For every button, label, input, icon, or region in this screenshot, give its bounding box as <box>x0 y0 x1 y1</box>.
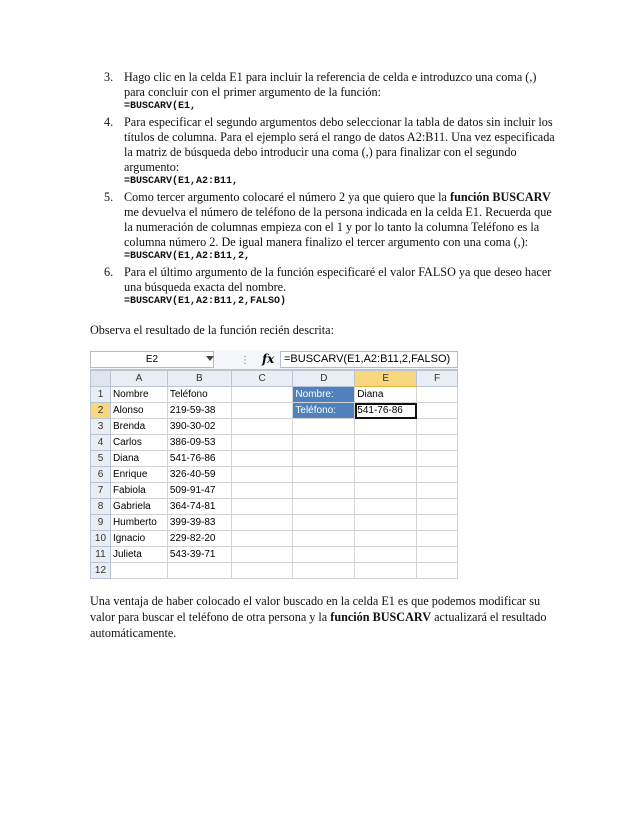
observe-paragraph: Observa el resultado de la función recién descrita: <box>90 323 334 337</box>
cell-e1[interactable]: Diana <box>355 387 417 403</box>
row-header[interactable]: 7 <box>91 483 111 499</box>
step-code: =BUSCARV(E1,A2:B11,2, <box>124 251 251 262</box>
cell-b[interactable]: 390-30-02 <box>167 419 231 435</box>
cell-a[interactable]: Ignacio <box>110 531 167 547</box>
column-header-c[interactable]: C <box>231 371 293 387</box>
cell-b[interactable]: 386-09-53 <box>167 435 231 451</box>
cell[interactable] <box>355 483 417 499</box>
column-header-row <box>91 371 458 387</box>
column-header-f[interactable]: F <box>417 371 458 387</box>
cell-c1[interactable] <box>231 387 293 403</box>
cell[interactable] <box>231 419 293 435</box>
cell-b[interactable]: 509-91-47 <box>167 483 231 499</box>
step-text-after: me devuelva el número de teléfono de la persona indicada en la celda E1. Recuerda que la numeración de columnas empieza con el 1 y por lo tanto la columna Teléfono es la columna número 2. De igual manera finalizo el tercer argumento con una coma (,): <box>124 205 552 249</box>
row-header[interactable]: 11 <box>91 547 111 563</box>
cell[interactable] <box>355 563 417 579</box>
cell-f2[interactable] <box>417 403 458 419</box>
closing-bold-term: función BUSCARV <box>330 610 432 624</box>
step-code: =BUSCARV(E1,A2:B11, <box>124 176 239 187</box>
cell[interactable] <box>417 451 458 467</box>
row-header[interactable]: 6 <box>91 467 111 483</box>
cell[interactable] <box>293 435 355 451</box>
cell[interactable] <box>231 547 293 563</box>
cell[interactable] <box>417 531 458 547</box>
table-row <box>91 499 458 515</box>
table-row <box>91 403 458 419</box>
cell-a[interactable]: Diana <box>110 451 167 467</box>
cell-b[interactable]: 543-39-71 <box>167 547 231 563</box>
cell[interactable] <box>355 467 417 483</box>
cell[interactable] <box>231 435 293 451</box>
cell[interactable] <box>231 483 293 499</box>
cell-a2[interactable]: Alonso <box>110 403 167 419</box>
function-icon[interactable]: fx <box>262 352 275 366</box>
cell-a[interactable]: Fabiola <box>110 483 167 499</box>
column-header-b[interactable]: B <box>167 371 231 387</box>
cell[interactable] <box>293 531 355 547</box>
step-6 <box>90 265 560 308</box>
cell-b[interactable]: 229-82-20 <box>167 531 231 547</box>
cell-e2-selected[interactable]: 541-76-86 <box>355 403 417 419</box>
table-row <box>91 467 458 483</box>
cell-b[interactable]: 326-40-59 <box>167 467 231 483</box>
cell[interactable] <box>417 515 458 531</box>
cell-c2[interactable] <box>231 403 293 419</box>
row-header[interactable]: 4 <box>91 435 111 451</box>
step-bold-term: función BUSCARV <box>450 190 551 204</box>
spreadsheet-grid <box>90 370 458 579</box>
cell[interactable] <box>417 499 458 515</box>
cell[interactable] <box>110 563 167 579</box>
excel-screenshot <box>90 350 458 576</box>
step-number: 5. <box>104 190 114 204</box>
step-text: Para el último argumento de la función especificaré el valor FALSO ya que deseo hacer una búsqueda exacta del nombre. <box>124 265 552 294</box>
cell[interactable] <box>293 563 355 579</box>
step-number: 3. <box>104 70 114 84</box>
step-4 <box>90 115 560 188</box>
cell-b[interactable]: 364-74-81 <box>167 499 231 515</box>
table-row <box>91 419 458 435</box>
step-number: 6. <box>104 265 114 279</box>
closing-text-before: Una ventaja de haber colocado el valor buscado en la celda E1 es que podemos modificar su valor para buscar el teléfono de otra persona y la <box>90 594 541 624</box>
step-code: =BUSCARV(E1, <box>124 101 197 112</box>
column-header-d[interactable]: D <box>293 371 355 387</box>
table-row <box>91 451 458 467</box>
closing-text-after: actualizará el resultado automáticamente. <box>90 610 547 640</box>
formula-input[interactable]: =BUSCARV(E1,A2:B11,2,FALSO) <box>280 351 458 368</box>
cell-a[interactable]: Brenda <box>110 419 167 435</box>
row-header[interactable]: 10 <box>91 531 111 547</box>
cell[interactable] <box>417 563 458 579</box>
cell[interactable] <box>293 499 355 515</box>
row-header[interactable]: 12 <box>91 563 111 579</box>
cell[interactable] <box>417 435 458 451</box>
table-row <box>91 483 458 499</box>
cell-b[interactable]: 541-76-86 <box>167 451 231 467</box>
row-header[interactable]: 9 <box>91 515 111 531</box>
cell[interactable] <box>293 483 355 499</box>
cell[interactable] <box>355 499 417 515</box>
cell-a[interactable]: Gabriela <box>110 499 167 515</box>
table-row <box>91 515 458 531</box>
row-header[interactable]: 1 <box>91 387 111 403</box>
name-box[interactable]: E2 <box>90 351 214 368</box>
cell-d1[interactable]: Nombre: <box>293 387 355 403</box>
cell[interactable] <box>417 467 458 483</box>
cell[interactable] <box>293 451 355 467</box>
cell[interactable] <box>355 531 417 547</box>
row-header[interactable]: 8 <box>91 499 111 515</box>
table-row <box>91 531 458 547</box>
table-row <box>91 547 458 563</box>
cell-a1[interactable]: Nombre <box>110 387 167 403</box>
cell-d2[interactable]: Teléfono: <box>293 403 355 419</box>
cell[interactable] <box>293 419 355 435</box>
table-row <box>91 387 458 403</box>
steps-list <box>90 70 560 310</box>
step-code: =BUSCARV(E1,A2:B11,2,FALSO) <box>124 296 287 307</box>
row-header[interactable]: 5 <box>91 451 111 467</box>
step-number: 4. <box>104 115 114 129</box>
step-text: Hago clic en la celda E1 para incluir la referencia de celda e introduzco una coma (,) para concluir con el primer argumento de la función: <box>124 70 537 99</box>
formula-bar <box>90 350 458 370</box>
sheet-table <box>90 370 458 579</box>
cell-a[interactable]: Julieta <box>110 547 167 563</box>
cell[interactable] <box>293 467 355 483</box>
cell-a[interactable]: Carlos <box>110 435 167 451</box>
cell-b[interactable]: 399-39-83 <box>167 515 231 531</box>
cell[interactable] <box>231 515 293 531</box>
cell[interactable] <box>231 499 293 515</box>
cell[interactable] <box>293 515 355 531</box>
cell-b2[interactable]: 219-59-38 <box>167 403 231 419</box>
cell[interactable] <box>355 451 417 467</box>
cell[interactable] <box>417 419 458 435</box>
formula-bar-separator: ⋮ <box>240 355 250 366</box>
table-row <box>91 563 458 579</box>
column-header-e[interactable]: E <box>355 371 417 387</box>
cell[interactable] <box>417 483 458 499</box>
cell-a[interactable]: Humberto <box>110 515 167 531</box>
row-header[interactable]: 3 <box>91 419 111 435</box>
cell[interactable] <box>231 563 293 579</box>
cell[interactable] <box>355 419 417 435</box>
step-text: Para especificar el segundo argumentos debo seleccionar la tabla de datos sin incluir los títulos de columna. Para el ejemplo será el rango de datos A2:B11. Una vez especificada la matriz de búsqueda debo introducir una coma (,) para finalizar con el segundo argumento: <box>124 115 555 174</box>
cell[interactable] <box>231 467 293 483</box>
table-row <box>91 435 458 451</box>
cell[interactable] <box>231 531 293 547</box>
cell-b1[interactable]: Teléfono <box>167 387 231 403</box>
cell[interactable] <box>417 547 458 563</box>
step-5 <box>90 190 560 263</box>
cell[interactable] <box>293 547 355 563</box>
cell[interactable] <box>355 515 417 531</box>
cell-f1[interactable] <box>417 387 458 403</box>
select-all-corner[interactable] <box>91 371 111 387</box>
cell[interactable] <box>355 547 417 563</box>
step-text-before: Como tercer argumento colocaré el número 2 ya que quiero que la <box>124 190 451 204</box>
cell[interactable] <box>167 563 231 579</box>
row-header[interactable]: 2 <box>91 403 111 419</box>
cell[interactable] <box>231 451 293 467</box>
step-3 <box>90 70 560 113</box>
column-header-a[interactable]: A <box>110 371 167 387</box>
cell[interactable] <box>355 435 417 451</box>
closing-paragraph <box>90 593 550 641</box>
chevron-down-icon[interactable] <box>206 356 214 361</box>
cell-a[interactable]: Enrique <box>110 467 167 483</box>
